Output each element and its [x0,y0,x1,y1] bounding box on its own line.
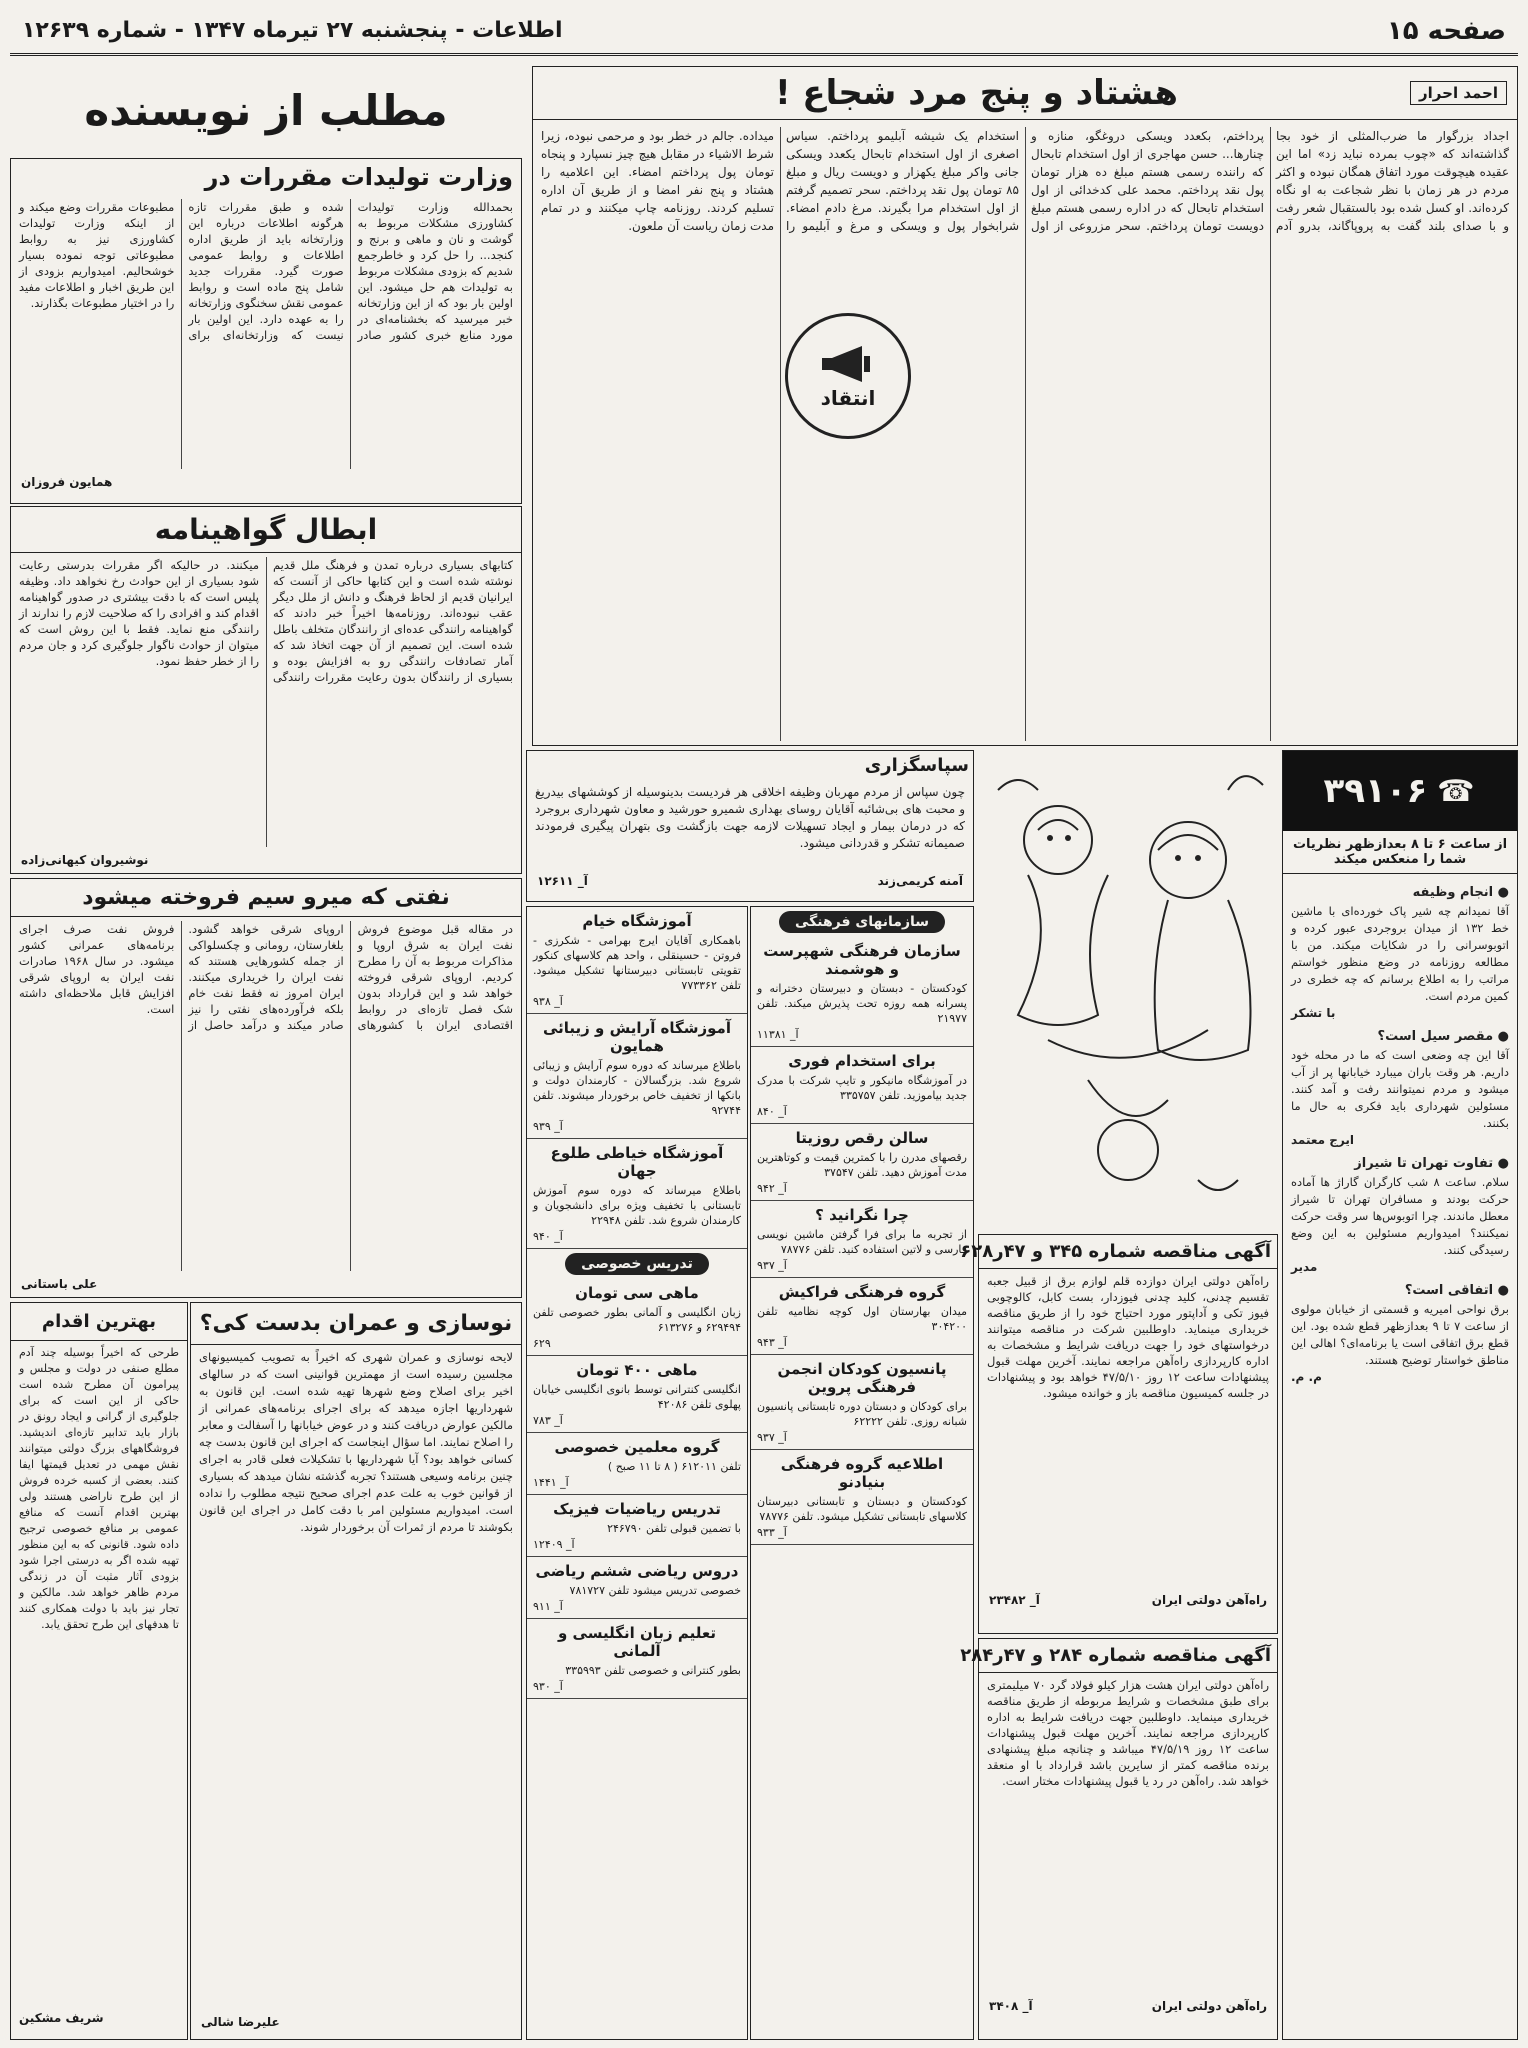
classified-list-2 [751,937,973,1545]
classified-text: باطلاع میرساند که دوره سوم آرایش و زیبائی شروع شد. بزرگسالان - کارمندان دولت و بانکها از تخفیف خاص برخوردار میشوند. تلفن ۹۲۷۴۴ [533,1059,741,1117]
phone-number: ۳۹۱۰۶ [1323,771,1428,811]
classified-text: با تضمین قبولی تلفن ۲۴۶۷۹۰ [607,1522,741,1535]
classified-title: آموزشگاه آرایش و زیبائی همایون [542,1019,731,1055]
phone-item-signature: م. م. [1291,1370,1322,1384]
phone-item-signature: مدیر [1291,1260,1318,1274]
classified-title: سازمان فرهنگی شهپرست و هوشمند [763,942,961,978]
phone-item-text: آقا این چه وضعی است که ما در محله خود داریم. هر وقت باران میبارد خیابانها پر از آب میشود و مردم نمیتوانند رفت و آمد کنند. مسئولین شهرداری باید فکری به حال ما بکنند. [1291,1048,1509,1130]
classified-ad [527,1557,747,1619]
classified-text: رقصهای مدرن را با کمترین قیمت و کوتاهترین مدت آموزش دهید. تلفن ۳۷۵۴۷ [757,1151,967,1179]
classified-text: بطور کنترانی و خصوصی تلفن ۳۳۵۹۹۳ [565,1664,741,1677]
cartoon [978,750,1278,1230]
classified-title: برای استخدام فوری [788,1052,936,1070]
classified-title: ماهی سی تومان [575,1284,699,1302]
best-signature: شریف مشکین [19,2011,104,2025]
tender2-body: راه‌آهن دولتی ایران هشت هزار کیلو فولاد گرد ۷۰ میلیمتری برای طبق مشخصات و شرایط مربوطه از طریق مناقصه خریداری مینماید. داوطلبین جهت دریافت شرایط به اداره کارپردازی مراجعه نمایند. آخرین مهلت قبول پیشنهادات ساعت ۱۲ روز ۴۷/۵/۱۹ میباشد و چنانچه مبلغ پیشنهادی برنده مناقصه کمتر از سایرین باشد قرارداد با او منعقد خواهد شد. راه‌آهن در رد یا قبول پیشنهادات مختار است. [987,1678,1269,1788]
classified-text: کودکستان - دبستان و دبیرستان دخترانه و پسرانه همه روزه تحت پذیرش میکند. تلفن ۲۱۹۷۷ [757,982,967,1025]
tolidat-body: بحمدالله وزارت تولیدات کشاورزی مشکلات مربوط به گوشت و نان و ماهی و برنج و کنجد... را حل کرد و خاطرجمع شدیم که بزودی مشکلات مربوط به تولیدات هم حل میشود. این اولین بار بود که از این وزارتخانه خبر میرسید که بخشنامه‌ای در مورد منابع خبری کشور صادر شده و طبق مقررات تازه هرگونه اطلاعات درباره این وزارتخانه باید از طریق اداره اطلاعات و روابط عمومی صورت گیرد. مقررات جدید شامل پنج ماده است و روابط عمومی نقش سخنگوی وزارتخانه را به عهده دارد. این اولین بار نیست که وزارتخانه‌ای برای مطبوعات مقررات وضع میکند و از اینکه وزارت تولیدات کشاورزی نیز به روابط مطبوعاتی توجه نموده بسیار خوشحالیم. امیدواریم بزودی از این طریق اخبار و اطلاعات مفید را در اختیار مطبوعات بگذارند. [19,200,513,342]
tolidat-headline: وزارت تولیدات مقررات در [204,163,513,191]
classified-code: آ_ ۹۳۹ [533,1120,563,1133]
phone-item-title: ● انجام وظیفه [1412,885,1509,900]
oil-story [10,878,522,1298]
private-tutor-header: تدریس خصوصی [565,1253,709,1275]
phone-item-title: ● مقصر سیل است؟ [1377,1029,1509,1044]
classified-text: برای کودکان و دبستان دوره تابستانی پانسیون شبانه روزی. تلفن ۶۲۲۲۲ [757,1400,967,1428]
phone-icon: ☎ [1437,773,1477,809]
tender2-issuer: راه‌آهن دولتی ایران [1151,1999,1267,2013]
classified-code: آ_ ۹۳۷ [757,1431,787,1444]
sipas-body: چون سپاس از مردم مهربان وظیفه اخلاقی هر فردیست بدینوسیله از کوششهای بیدریغ و محبت های بی‌شائبه آقایان روسای بهداری شمیرو حورشید و معاون شهرداری بروجرد که در درمان بیمار و ایجاد تسهیلات لازمه جهت بازگشت وی بتهران پیگیری فرمودند صمیمانه تشکر و قدردانی میشود. [535,785,965,850]
classified-code: آ_ ۹۱۱ [533,1600,563,1613]
classified-code: آ_ ۷۸۳ [533,1414,563,1427]
renew-signature: علیرضا شالی [201,2015,280,2029]
classified-ad [751,1201,973,1278]
classified-code: آ_ ۹۴۳ [757,1336,787,1349]
tolidat-signature: همایون فروزان [21,475,113,489]
classified-text: خصوصی تدریس میشود تلفن ۷۸۱۷۲۷ [569,1584,741,1597]
sipas-code: آ_ ۱۲۶۱۱ [537,874,588,888]
classified-code: آ_ ۱۱۳۸۱ [757,1028,799,1041]
critique-label: انتقاد [820,386,876,410]
phone-item-signature: با تشکر [1291,1006,1336,1020]
tender1-title: آگهی مناقصه شماره ۳۴۵ و ۴۷ر۶۲۸ [979,1235,1277,1269]
ebtal-story [10,506,522,874]
classified-text: از تجربه ما برای فرا گرفتن ماشین نویسی فارسی و لاتین استفاده کنید. تلفن ۷۸۷۷۶ [757,1228,967,1256]
author-name: احمد احرار [1410,81,1507,105]
classified-ad [527,1495,747,1557]
classified-title: ماهی ۴۰۰ تومان [576,1361,698,1379]
classified-code: آ_ ۱۲۴۰۹ [533,1538,575,1551]
classified-ad [527,1619,747,1699]
classified-code: آ_ ۹۳۷ [757,1259,787,1272]
series-title: مطلب از نویسنده [84,86,448,135]
classified-code: آ_ ۸۴۰ [757,1105,787,1118]
classified-title: آموزشگاه خیام [582,912,692,930]
classified-ad [527,1433,747,1495]
oil-headline: نفتی که میرو سیم فروخته میشود [11,879,521,917]
classified-ad [527,1139,747,1249]
ebtal-signature: نوشیروان کیهانی‌زاده [21,853,149,867]
page-number: صفحه ۱۵ [1386,15,1506,46]
tender1-issuer: راه‌آهن دولتی ایران [1151,1593,1267,1607]
classifieds-col2 [750,906,974,2040]
classifieds-header: سازمانهای فرهنگی [779,911,945,933]
phone-panel [1282,750,1518,2040]
main-story [532,66,1518,746]
classified-title: گروه فرهنگی فراکیش [778,1283,946,1301]
tender2-code: آ_ ۳۴۰۸ [989,1999,1033,2013]
classified-code: آ_ ۹۳۳ [757,1526,787,1539]
classified-code: ۶۲۹ [533,1337,551,1350]
sipas-signature: آمنه کریمی‌زند [877,874,963,888]
classifieds-col1 [526,906,748,2040]
main-story-body: اجداد بزرگوار ما ضرب‌المثلی از خود بجا گذاشته‌اند که «چوب بمرده نباید زد» اما این عقیده هیچوقت مورد اتفاق همگان نبوده و اکثر مردم در هر زمان با نظر شجاعت به او نگاه کرده‌اند. او کسل شده بود بالستقبال شعر رفت و با صدای بلند گفت به پروپاگاند، بدرو آدم پرداختم، بکعدد ویسکی دروغگو، منازه و چنارها... حسن مهاجری از اول استخدام تابحال که راننده رسمی هستم مبلغ ده هزار تومان پول نقد پرداختم. محمد علی کدخدائی از اول استخدام تابحال که در اداره رسمی هستم مبلغ دویست تومان پرداختم. سحر مزروعی از اول استخدام یک شیشه آبلیمو پرداختم. سیاس اصغری از اول استخدام تابحال یکعدد ویسکی جانی واکر مبلغ یکهزار و دویست ریال و مبلغ ۸۵ تومان پول نقد پرداختم. سحر تصمیم گرفتم از اول استخدام مرا بگیرند. مرغ دادم امضاء. شرابخوار پول و ویسکی و مرغ و آبلیمو را میداده. جالم در خطر بود و مرحمی نبوده، زیرا شرط الاشیاء در مقابل هیچ چیز نسپارد و پنجاه تومان پول پرداختم امضاء. این اعلامیه را هشتاد و پنج نفر امضا و از طریق آن اداره تسلیم کردند. روزنامه چاپ میکنند و در تمام مدت زمان ریاست آن ملعون. [541,129,1509,233]
sipas-headline: سپاسگزاری [864,755,969,776]
ebtal-body: کتابهای بسیاری درباره تمدن و فرهنگ ملل قدیم نوشته شده است و این کتابها حاکی از آنست که ایرانیان قدیم از لحاظ فرهنگ و دانش از ملل دیگر عقب نبوده‌اند. روزنامه‌ها اخیراً خبر دادند که گواهینامه رانندگی عده‌ای از رانندگان متخلف باطل شده است. این تصمیم از آن جهت اتخاذ شد که آمار تصادفات رانندگی رو به افزایش بوده و بسیاری از رانندگان بدون رعایت مقررات رانندگی میکنند. در حالیکه اگر مقررات بدرستی رعایت شود بسیاری از این حوادث رخ نخواهد داد. وظیفه پلیس است که با دقت بیشتری در صدور گواهینامه اقدام کند و افرادی را که صلاحیت لازم را ندارند از رانندگی منع نماید. فقط با این روش است که میتوان از حوادث ناگوار جلوگیری کرد و جان مردم را از خطر حفظ نمود. [19,558,513,684]
main-headline: هشتاد و پنج مرد شجاع ! [775,73,1178,113]
classified-code: آ_ ۹۳۰ [533,1680,563,1693]
tender1-code: آ_ ۲۳۴۸۲ [989,1593,1040,1607]
classified-title: گروه معلمین خصوصی [554,1438,720,1456]
classified-code: آ_ ۹۴۰ [533,1230,563,1243]
phone-item-title: ● اتفاقی است؟ [1404,1283,1509,1298]
classified-text: زبان انگلیسی و آلمانی بطور خصوصی تلفن ۶۲۹۴۹۴ و ۶۱۳۲۷۶ [533,1306,741,1334]
best-story [10,1302,188,2040]
classified-title: تعلیم زبان انگلیسی و آلمانی [558,1624,716,1660]
classified-text: تلفن ۶۱۲۰۱۱ ( ۸ تا ۱۱ صبح ) [607,1460,741,1473]
phone-item-title: ● تفاوت تهران تا شیراز [1354,1156,1509,1171]
ebtal-headline: ابطال گواهینامه [11,507,521,553]
masthead [10,8,1518,56]
sipas-box [526,750,974,902]
classified-code: آ_ ۱۴۴۱ [533,1476,569,1489]
classified-ad [527,907,747,1014]
classified-ad [751,1278,973,1355]
classified-ad [527,1356,747,1433]
best-headline: بهترین اقدام [11,1303,187,1341]
classified-ad [751,1124,973,1201]
megaphone-icon [818,342,878,386]
phone-item-text: برق نواحی امیریه و قسمتی از خیابان مولوی از ساعت ۷ تا ۹ بعدازظهر قطع شده بود. این قطع برق اتفاقی است یا برنامه‌ای؟ اهالی این مناطق خواستار توضیح هستند. [1291,1302,1509,1367]
phone-subtitle: از ساعت ۶ تا ۸ بعدازظهر نظریات شما را منعکس میکند [1283,831,1517,874]
tender-2 [960,1638,1278,2040]
classified-list-1 [527,907,747,1699]
classified-title: آموزشگاه خیاطی طلوع جهان [550,1144,724,1180]
classified-text: میدان بهارستان اول کوچه نظامیه تلفن ۳۰۴۲۰۰ [757,1305,967,1333]
classified-title: اطلاعیه گروه فرهنگی بنیادنو [780,1455,944,1491]
phone-item-text: آقا نمیدانم چه شیر پاک خورده‌ای با ماشین خط ۱۳۲ از میدان بروجردی عبور کرده و اتوبوسرانی را در شکایات میکند. من با مطالعه روزنامه در وضع منظور خواستم مراتب را به اطلاع برسانم که چه خطری در کمین مردم است. [1291,904,1509,1003]
classified-text: در آموزشگاه مانیکور و تایپ شرکت با مدرک جدید بیاموزید. تلفن ۳۳۵۷۵۷ [757,1074,967,1102]
classified-text: باطلاع میرساند که دوره سوم آموزش تابستانی با تخفیف ویژه برای دانشجویان و کارمندان شروع شد. تلفن ۲۲۹۴۸ [533,1184,741,1227]
cartoon-drawing [978,750,1278,1230]
renew-headline: نوسازی و عمران بدست کی؟ [191,1303,521,1345]
phone-item-text: سلام. ساعت ۸ شب کارگران گاراژ ها آماده حرکت بودند و مسافران تهران تا شیراز معطل ماندند. چرا اتوبوس‌ها سر وقت حرکت نمیکنند؟ امیدواریم مسئولین به این وضع رسیدگی کنند. [1291,1175,1509,1257]
classified-ad [527,1014,747,1139]
classified-ad [751,1047,973,1124]
best-body: طرحی که اخیراً بوسیله چند آدم مطلع صنفی در دولت و مجلس و پیرامون آن مطرح شده است حاکی از این است که برای جلوگیری از گرانی و ایجاد رونق در بازار باید تدابیر تازه‌ای اندیشید. فروشگاههای بزرگ دولتی میتوانند نقش مهمی در تعدیل قیمتها ایفا کنند. بعضی از کسبه خرده فروش از این طرح ناراضی هستند ولی بهترین اقدام آنست که منافع عمومی بر منافع خصوصی ترجیح داده شود. قانونی که به این منظور تهیه شده اگر به درستی اجرا شود بزودی آثار مثبت آن در زندگی مردم ظاهر خواهد شد. مالکین و تجار نیز باید با دولت همکاری کنند تا هدفهای این طرح تحقق یابد. [19,1346,179,1631]
classified-title: پانسیون کودکان انجمن فرهنگی پروین [777,1360,947,1396]
phone-number-box [1283,751,1517,831]
classified-title: دروس ریاضی ششم ریاضی [535,1562,739,1580]
phone-items [1283,874,1517,1390]
classified-ad [751,1450,973,1545]
classified-text: انگلیسی کنترانی توسط بانوی انگلیسی خیابان پهلوی تلفن ۴۲۰۸۶ [533,1383,741,1411]
renew-body: لایحه نوسازی و عمران شهری که اخیراً به تصویب کمیسیونهای مجلسین رسیده است از مهمترین قوانینی است که در سالهای اخیر برای اصلاح وضع شهرها تهیه شده است. این قانون به شهرداریها اجازه میدهد که برای اجرای برنامه‌های عمرانی از مالکین عوارض دریافت کنند و در عوض خیابانها را آسفالت و معابر را اصلاح نمایند. اما سؤال اینجاست که اجرای این قانون بدست چه کسانی خواهد بود؟ آیا شهرداریها با تشکیلات فعلی قادر به اجرای چنین برنامه وسیعی هستند؟ تجربه گذشته نشان میدهد که بسیاری از قوانین خوب به علت عدم اجرای صحیح نتیجه مطلوب را نداده است. امیدواریم مسئولین امر با دقت کامل در اجرای این قانون بکوشند تا مردم از ثمرات آن برخوردار شوند. [199,1350,513,1534]
phone-item-signature: ایرج معتمد [1291,1133,1354,1147]
classified-title: سالن رقص روزیتا [795,1129,929,1147]
classified-code: آ_ ۹۳۸ [533,995,563,1008]
classified-title: تدریس ریاضیات فیزیک [553,1500,721,1518]
tender1-body: راه‌آهن دولتی ایران دوازده قلم لوازم برق از قبیل جعبه تقسیم چدنی، کلید چدنی فیوزدار، بست کابل، کالوچوبی فیوز تکی و آداپتور مورد احتیاج خود را از طریق مناقصه خریداری مینماید. داوطلبین شرکت در مناقصه میتوانند درخواستهای خود را جهت دریافت شرایط و مشخصات به اداره کارپردازی راه‌آهن مراجعه نمایند. آخرین مهلت قبول پیشنهادات ساعت ۱۲ روز ۴۷/۵/۱۰ خواهد بود و پیشنهادات در جلسه کمیسیون مناقصه باز و خوانده میشود. [987,1274,1269,1400]
tender-1 [960,1234,1278,1634]
tender2-title: آگهی مناقصه شماره ۲۸۴ و ۴۷ر۲۸۴ [979,1639,1277,1673]
classified-text: کودکستان و دبستان و تابستانی دبیرستان کلاسهای تابستانی تشکیل میشود. تلفن ۷۸۷۷۶ [757,1495,967,1523]
classified-ad [751,937,973,1047]
classified-code: آ_ ۹۴۲ [757,1182,787,1195]
oil-body: در مقاله قبل موضوع فروش نفت ایران به شرق اروپا و مذاکرات مربوط به آن را مطرح کردیم. اروپای شرقی فروخته خواهد شد و این قرارداد بدون شک فصل تازه‌ای در روابط اقتصادی ایران با کشورهای اروپای شرقی خواهد گشود. بلغارستان، رومانی و چکسلواکی از جمله کشورهایی هستند که نفت ایران را خریداری میکنند. ایران امروز نه فقط نفت خام بلکه فرآورده‌های نفتی را نیز صادر میکند و درآمد حاصل از فروش نفت صرف اجرای برنامه‌های عمرانی کشور میشود. در سال ۱۹۶۸ صادرات نفت ایران به اروپای شرقی افزایش قابل ملاحظه‌ای داشته است. [19,922,513,1032]
classified-text: باهمکاری آقایان ایرج بهرامی - شکرزی - فروتن - حسینقلی ، واحد هم کلاسهای کنکور تقویتی تابستانی دبیرستانها تشکیل میشود. تلفن ۷۷۳۳۶۲ [533,934,741,992]
classified-ad [527,1279,747,1356]
classified-title: چرا نگرانید ؟ [815,1206,909,1224]
series-badge [10,66,522,156]
critique-badge [785,313,911,439]
issue-info: اطلاعات - پنجشنبه ۲۷ تیرماه ۱۳۴۷ - شماره ۱۲۶۳۹ [22,18,563,43]
tolidat-story [10,158,522,504]
classified-ad [751,1355,973,1450]
oil-signature: علی باستانی [21,1277,98,1291]
renew-story [190,1302,522,2040]
